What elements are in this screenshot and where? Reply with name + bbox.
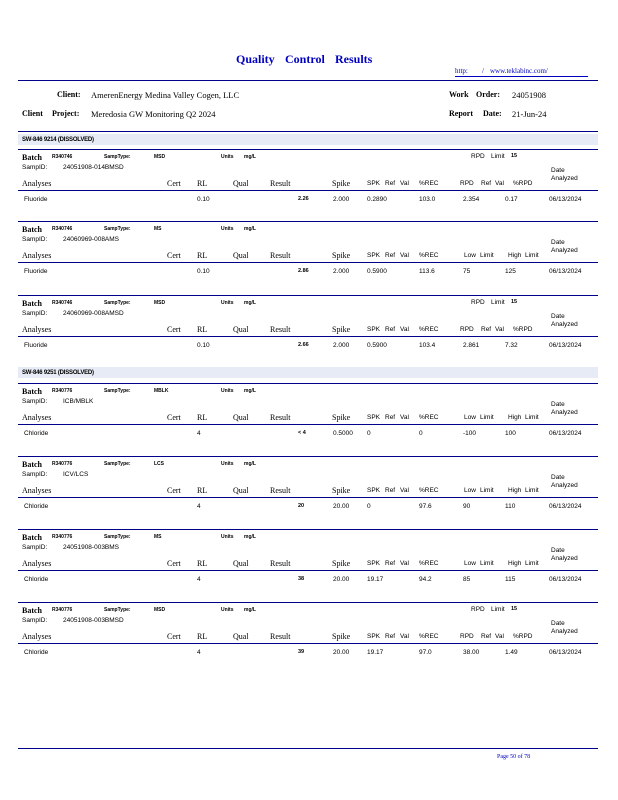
low-limit-col-header: Limit bbox=[480, 252, 494, 259]
project-value: Meredosia GW Monitoring Q2 2024 bbox=[91, 109, 216, 119]
spike-cell: 2.000 bbox=[333, 342, 350, 349]
cert-col-header: Cert bbox=[167, 559, 181, 568]
cert-col-header: Cert bbox=[167, 325, 181, 334]
sampid-label: SampID: bbox=[22, 471, 48, 478]
spk-ref-val-cell: 0 bbox=[367, 430, 371, 437]
qc-batch-block bbox=[18, 529, 598, 589]
spike-col-header: Spike bbox=[332, 413, 351, 422]
date-value: 21-Jun-24 bbox=[512, 109, 547, 119]
units-label: Units bbox=[221, 534, 234, 540]
url-slash[interactable]: / bbox=[482, 67, 484, 75]
result-cell: 38 bbox=[298, 576, 305, 582]
rec-col-header: %REC bbox=[419, 180, 439, 187]
spk-ref-col-header: Ref bbox=[385, 326, 396, 333]
result-cell: 2.26 bbox=[298, 196, 309, 202]
header-bottom-rule bbox=[18, 131, 598, 132]
order-value: 24051908 bbox=[512, 90, 546, 100]
result-col-header: Result bbox=[270, 251, 291, 260]
client-value: AmerenEnergy Medina Valley Cogen, LLC bbox=[91, 90, 240, 100]
spike-col-header: Spike bbox=[332, 251, 351, 260]
qual-col-header: Qual bbox=[233, 632, 249, 641]
sampid-value: 24051908-014BMSD bbox=[63, 164, 124, 171]
block-header-rule bbox=[18, 336, 598, 337]
block-header-rule bbox=[18, 424, 598, 425]
qual-col-header: Qual bbox=[233, 251, 249, 260]
title-quality: Quality bbox=[236, 52, 275, 66]
date-analyzed-cell: 06/13/2024 bbox=[549, 342, 582, 349]
analyzed-col-header: Analyzed bbox=[551, 247, 578, 254]
sampid-value: 24051908-003BMSD bbox=[63, 617, 124, 624]
rec-col-header: %REC bbox=[419, 633, 439, 640]
spk-ref-val-cell: 19.17 bbox=[367, 576, 384, 583]
analyte-cell: Chloride bbox=[24, 430, 49, 437]
batch-label: Batch bbox=[22, 606, 42, 615]
spk-ref-val-cell: 0.2890 bbox=[367, 196, 387, 203]
units-label: Units bbox=[221, 226, 234, 232]
date-col-header: Date bbox=[551, 313, 565, 320]
qual-col-header: Qual bbox=[233, 325, 249, 334]
high-col-header: High bbox=[508, 487, 522, 494]
limit1-cell: 2.354 bbox=[463, 196, 480, 203]
samptype-value: MSD bbox=[154, 154, 166, 160]
limit2-cell: 110 bbox=[505, 503, 516, 510]
qual-col-header: Qual bbox=[233, 413, 249, 422]
samptype-value: MS bbox=[154, 226, 162, 232]
rpd-limit-label: Limit bbox=[491, 299, 505, 306]
rl-col-header: RL bbox=[197, 632, 208, 641]
client-project-label-2: Project: bbox=[52, 109, 80, 118]
spk-ref-col-header: Ref bbox=[385, 180, 396, 187]
high-col-header: High bbox=[508, 560, 522, 567]
rpd-header-label: RPD bbox=[471, 299, 485, 306]
result-cell: 2.66 bbox=[298, 342, 309, 348]
limit1-cell: 90 bbox=[463, 503, 471, 510]
qual-col-header: Qual bbox=[233, 179, 249, 188]
high-limit-col-header: Limit bbox=[525, 487, 539, 494]
sampid-label: SampID: bbox=[22, 236, 48, 243]
analyzed-col-header: Analyzed bbox=[551, 628, 578, 635]
limit1-cell: 38.00 bbox=[463, 649, 480, 656]
spike-cell: 20.00 bbox=[333, 649, 350, 656]
limit2-cell: 7.32 bbox=[505, 342, 518, 349]
sampid-value: ICV/LCS bbox=[63, 471, 89, 478]
units-label: Units bbox=[221, 461, 234, 467]
date-col-header: Date bbox=[551, 620, 565, 627]
analyte-cell: Chloride bbox=[24, 503, 49, 510]
spike-col-header: Spike bbox=[332, 632, 351, 641]
units-label: Units bbox=[221, 607, 234, 613]
qc-batch-block bbox=[18, 456, 598, 516]
block-top-rule bbox=[18, 602, 598, 603]
title-control: Control bbox=[285, 52, 325, 66]
date-label: Date: bbox=[483, 109, 502, 118]
rl-cell: 0.10 bbox=[197, 196, 210, 203]
analyzed-col-header: Analyzed bbox=[551, 321, 578, 328]
url-prefix[interactable]: http: bbox=[455, 67, 468, 75]
date-analyzed-cell: 06/13/2024 bbox=[549, 268, 582, 275]
spike-col-header: Spike bbox=[332, 325, 351, 334]
low-col-header: Low bbox=[464, 414, 476, 421]
client-label: Client: bbox=[57, 90, 81, 99]
rec-col-header: %REC bbox=[419, 487, 439, 494]
spk-col-header: SPK bbox=[367, 326, 381, 333]
spike-cell: 20.00 bbox=[333, 576, 350, 583]
rpd-val-col-header: Val bbox=[495, 180, 504, 187]
analyses-col-header: Analyses bbox=[22, 251, 52, 260]
rpd-col-header: RPD bbox=[460, 633, 474, 640]
report-label: Report bbox=[449, 109, 473, 118]
section-header-bar bbox=[18, 367, 598, 378]
spk-val-col-header: Val bbox=[400, 633, 409, 640]
date-col-header: Date bbox=[551, 547, 565, 554]
qc-batch-block bbox=[18, 221, 598, 281]
date-col-header: Date bbox=[551, 239, 565, 246]
rl-cell: 4 bbox=[197, 430, 201, 437]
units-value: mg/L bbox=[244, 388, 256, 394]
block-top-rule bbox=[18, 221, 598, 222]
date-col-header: Date bbox=[551, 401, 565, 408]
rl-cell: 4 bbox=[197, 649, 201, 656]
block-top-rule bbox=[18, 149, 598, 150]
spk-ref-col-header: Ref bbox=[385, 560, 396, 567]
rec-col-header: %REC bbox=[419, 252, 439, 259]
rl-col-header: RL bbox=[197, 559, 208, 568]
sampid-label: SampID: bbox=[22, 544, 48, 551]
sampid-value: ICB/MBLK bbox=[63, 398, 94, 405]
analyzed-col-header: Analyzed bbox=[551, 175, 578, 182]
spk-val-col-header: Val bbox=[400, 560, 409, 567]
rpd-ref-col-header: Ref bbox=[481, 633, 492, 640]
samptype-label: SampType: bbox=[104, 388, 131, 394]
block-header-rule bbox=[18, 570, 598, 571]
spk-val-col-header: Val bbox=[400, 180, 409, 187]
low-col-header: Low bbox=[464, 487, 476, 494]
qc-batch-block bbox=[18, 149, 598, 209]
spk-val-col-header: Val bbox=[400, 487, 409, 494]
batch-label: Batch bbox=[22, 533, 42, 542]
batch-id: R340746 bbox=[52, 300, 73, 306]
analyte-cell: Fluoride bbox=[24, 342, 48, 349]
block-header-rule bbox=[18, 262, 598, 263]
block-header-rule bbox=[18, 643, 598, 644]
spike-cell: 20.00 bbox=[333, 503, 350, 510]
date-analyzed-cell: 06/13/2024 bbox=[549, 576, 582, 583]
qual-col-header: Qual bbox=[233, 559, 249, 568]
batch-label: Batch bbox=[22, 299, 42, 308]
spk-val-col-header: Val bbox=[400, 326, 409, 333]
rpd-header-label: RPD bbox=[471, 606, 485, 613]
section-title: SW-846 9214 (DISSOLVED) bbox=[22, 137, 94, 143]
rpd-limit-value: 15 bbox=[511, 153, 518, 159]
samptype-value: MS bbox=[154, 534, 162, 540]
spk-ref-col-header: Ref bbox=[385, 252, 396, 259]
spk-ref-val-cell: 0 bbox=[367, 503, 371, 510]
limit2-cell: 115 bbox=[505, 576, 516, 583]
spike-col-header: Spike bbox=[332, 486, 351, 495]
spike-cell: 0.5000 bbox=[333, 430, 353, 437]
units-value: mg/L bbox=[244, 226, 256, 232]
section-header-bar bbox=[18, 134, 598, 145]
limit1-cell: 2.861 bbox=[463, 342, 480, 349]
rl-cell: 4 bbox=[197, 576, 201, 583]
samptype-value: LCS bbox=[154, 461, 164, 467]
limit2-cell: 0.17 bbox=[505, 196, 518, 203]
result-col-header: Result bbox=[270, 413, 291, 422]
block-header-rule bbox=[18, 497, 598, 498]
date-col-header: Date bbox=[551, 474, 565, 481]
low-limit-col-header: Limit bbox=[480, 560, 494, 567]
rec-cell: 103.4 bbox=[419, 342, 436, 349]
units-label: Units bbox=[221, 388, 234, 394]
analyzed-col-header: Analyzed bbox=[551, 409, 578, 416]
url-link[interactable]: www.teklabinc.com/ bbox=[490, 67, 548, 75]
rpd-limit-value: 15 bbox=[511, 606, 518, 612]
rec-cell: 103.0 bbox=[419, 196, 436, 203]
rec-cell: 97.6 bbox=[419, 503, 432, 510]
analyzed-col-header: Analyzed bbox=[551, 555, 578, 562]
batch-id: R340776 bbox=[52, 607, 73, 613]
analyte-cell: Chloride bbox=[24, 576, 49, 583]
samptype-value: MSD bbox=[154, 607, 166, 613]
batch-label: Batch bbox=[22, 387, 42, 396]
rec-cell: 0 bbox=[419, 430, 423, 437]
samptype-value: MBLK bbox=[154, 388, 169, 394]
block-top-rule bbox=[18, 456, 598, 457]
client-project-label-1: Client bbox=[22, 109, 43, 118]
header-top-rule bbox=[18, 80, 598, 81]
spk-ref-val-cell: 19.17 bbox=[367, 649, 384, 656]
low-col-header: Low bbox=[464, 252, 476, 259]
spk-col-header: SPK bbox=[367, 487, 381, 494]
cert-col-header: Cert bbox=[167, 486, 181, 495]
spk-ref-col-header: Ref bbox=[385, 414, 396, 421]
result-col-header: Result bbox=[270, 486, 291, 495]
qc-batch-block bbox=[18, 383, 598, 443]
url-underline bbox=[455, 76, 588, 77]
rl-cell: 0.10 bbox=[197, 268, 210, 275]
limit2-cell: 125 bbox=[505, 268, 516, 275]
date-analyzed-cell: 06/13/2024 bbox=[549, 503, 582, 510]
rec-col-header: %REC bbox=[419, 414, 439, 421]
spk-col-header: SPK bbox=[367, 560, 381, 567]
units-value: mg/L bbox=[244, 607, 256, 613]
result-cell: 2.86 bbox=[298, 268, 309, 274]
limit1-cell: 75 bbox=[463, 268, 471, 275]
rl-cell: 4 bbox=[197, 503, 201, 510]
rec-cell: 97.0 bbox=[419, 649, 432, 656]
cert-col-header: Cert bbox=[167, 632, 181, 641]
rpd-ref-col-header: Ref bbox=[481, 326, 492, 333]
limit1-cell: -100 bbox=[463, 430, 477, 437]
spike-col-header: Spike bbox=[332, 179, 351, 188]
spk-val-col-header: Val bbox=[400, 414, 409, 421]
samptype-label: SampType: bbox=[104, 461, 131, 467]
work-label: Work bbox=[449, 90, 469, 99]
sampid-value: 24051908-003BMS bbox=[63, 544, 120, 551]
batch-id: R340776 bbox=[52, 388, 73, 394]
high-limit-col-header: Limit bbox=[525, 560, 539, 567]
high-limit-col-header: Limit bbox=[525, 252, 539, 259]
analyses-col-header: Analyses bbox=[22, 325, 52, 334]
spk-col-header: SPK bbox=[367, 180, 381, 187]
spike-cell: 2.000 bbox=[333, 196, 350, 203]
analyses-col-header: Analyses bbox=[22, 413, 52, 422]
result-cell: 20 bbox=[298, 503, 305, 509]
spike-col-header: Spike bbox=[332, 559, 351, 568]
qc-batch-block bbox=[18, 295, 598, 355]
samptype-label: SampType: bbox=[104, 534, 131, 540]
order-label: Order: bbox=[476, 90, 500, 99]
block-header-rule bbox=[18, 190, 598, 191]
result-col-header: Result bbox=[270, 179, 291, 188]
samptype-value: MSD bbox=[154, 300, 166, 306]
block-top-rule bbox=[18, 529, 598, 530]
rl-col-header: RL bbox=[197, 325, 208, 334]
batch-label: Batch bbox=[22, 225, 42, 234]
units-value: mg/L bbox=[244, 300, 256, 306]
rl-cell: 0.10 bbox=[197, 342, 210, 349]
units-label: Units bbox=[221, 154, 234, 160]
section-title: SW-846 9251 (DISSOLVED) bbox=[22, 370, 94, 376]
rec-cell: 94.2 bbox=[419, 576, 432, 583]
samptype-label: SampType: bbox=[104, 300, 131, 306]
sampid-label: SampID: bbox=[22, 398, 48, 405]
rl-col-header: RL bbox=[197, 413, 208, 422]
analyses-col-header: Analyses bbox=[22, 559, 52, 568]
high-col-header: High bbox=[508, 252, 522, 259]
samptype-label: SampType: bbox=[104, 607, 131, 613]
rec-col-header: %REC bbox=[419, 560, 439, 567]
block-top-rule bbox=[18, 295, 598, 296]
analyte-cell: Chloride bbox=[24, 649, 49, 656]
pct-rpd-col-header: %RPD bbox=[513, 180, 533, 187]
low-limit-col-header: Limit bbox=[480, 414, 494, 421]
sampid-label: SampID: bbox=[22, 164, 48, 171]
batch-id: R340746 bbox=[52, 226, 73, 232]
sampid-label: SampID: bbox=[22, 617, 48, 624]
qc-batch-block bbox=[18, 602, 598, 662]
limit2-cell: 100 bbox=[505, 430, 516, 437]
cert-col-header: Cert bbox=[167, 251, 181, 260]
units-value: mg/L bbox=[244, 154, 256, 160]
result-col-header: Result bbox=[270, 559, 291, 568]
samptype-label: SampType: bbox=[104, 226, 131, 232]
batch-id: R340776 bbox=[52, 534, 73, 540]
analyses-col-header: Analyses bbox=[22, 632, 52, 641]
result-col-header: Result bbox=[270, 632, 291, 641]
date-analyzed-cell: 06/13/2024 bbox=[549, 430, 582, 437]
rpd-limit-value: 15 bbox=[511, 299, 518, 305]
spk-ref-val-cell: 0.5900 bbox=[367, 268, 387, 275]
rl-col-header: RL bbox=[197, 251, 208, 260]
cert-col-header: Cert bbox=[167, 179, 181, 188]
spk-ref-val-cell: 0.5900 bbox=[367, 342, 387, 349]
rpd-col-header: RPD bbox=[460, 180, 474, 187]
footer-rule bbox=[18, 748, 598, 749]
rl-col-header: RL bbox=[197, 179, 208, 188]
limit2-cell: 1.49 bbox=[505, 649, 518, 656]
result-cell: < 4 bbox=[298, 430, 306, 436]
pct-rpd-col-header: %RPD bbox=[513, 326, 533, 333]
low-col-header: Low bbox=[464, 560, 476, 567]
batch-id: R340746 bbox=[52, 154, 73, 160]
result-col-header: Result bbox=[270, 325, 291, 334]
spk-ref-col-header: Ref bbox=[385, 487, 396, 494]
analyses-col-header: Analyses bbox=[22, 486, 52, 495]
sampid-value: 24060969-008AMSD bbox=[63, 310, 124, 317]
high-col-header: High bbox=[508, 414, 522, 421]
rec-col-header: %REC bbox=[419, 326, 439, 333]
spk-col-header: SPK bbox=[367, 633, 381, 640]
block-top-rule bbox=[18, 383, 598, 384]
rpd-col-header: RPD bbox=[460, 326, 474, 333]
rpd-ref-col-header: Ref bbox=[481, 180, 492, 187]
analyte-cell: Fluoride bbox=[24, 268, 48, 275]
units-value: mg/L bbox=[244, 534, 256, 540]
limit1-cell: 85 bbox=[463, 576, 471, 583]
analyses-col-header: Analyses bbox=[22, 179, 52, 188]
high-limit-col-header: Limit bbox=[525, 414, 539, 421]
pct-rpd-col-header: %RPD bbox=[513, 633, 533, 640]
samptype-label: SampType: bbox=[104, 154, 131, 160]
rec-cell: 113.6 bbox=[419, 268, 435, 275]
batch-id: R340776 bbox=[52, 461, 73, 467]
sampid-value: 24060969-008AMS bbox=[63, 236, 120, 243]
batch-label: Batch bbox=[22, 153, 42, 162]
title-results: Results bbox=[335, 52, 373, 66]
rpd-limit-label: Limit bbox=[491, 606, 505, 613]
spk-col-header: SPK bbox=[367, 252, 381, 259]
spk-ref-col-header: Ref bbox=[385, 633, 396, 640]
analyzed-col-header: Analyzed bbox=[551, 482, 578, 489]
rpd-val-col-header: Val bbox=[495, 326, 504, 333]
sampid-label: SampID: bbox=[22, 310, 48, 317]
rpd-val-col-header: Val bbox=[495, 633, 504, 640]
rpd-header-label: RPD bbox=[471, 153, 485, 160]
date-analyzed-cell: 06/13/2024 bbox=[549, 649, 582, 656]
qual-col-header: Qual bbox=[233, 486, 249, 495]
page-number: Page 50 of 78 bbox=[497, 754, 531, 760]
spk-col-header: SPK bbox=[367, 414, 381, 421]
analyte-cell: Fluoride bbox=[24, 196, 48, 203]
date-col-header: Date bbox=[551, 167, 565, 174]
rpd-limit-label: Limit bbox=[491, 153, 505, 160]
rl-col-header: RL bbox=[197, 486, 208, 495]
units-label: Units bbox=[221, 300, 234, 306]
cert-col-header: Cert bbox=[167, 413, 181, 422]
units-value: mg/L bbox=[244, 461, 256, 467]
spike-cell: 2.000 bbox=[333, 268, 350, 275]
date-analyzed-cell: 06/13/2024 bbox=[549, 196, 582, 203]
low-limit-col-header: Limit bbox=[480, 487, 494, 494]
spk-val-col-header: Val bbox=[400, 252, 409, 259]
result-cell: 39 bbox=[298, 649, 305, 655]
batch-label: Batch bbox=[22, 460, 42, 469]
